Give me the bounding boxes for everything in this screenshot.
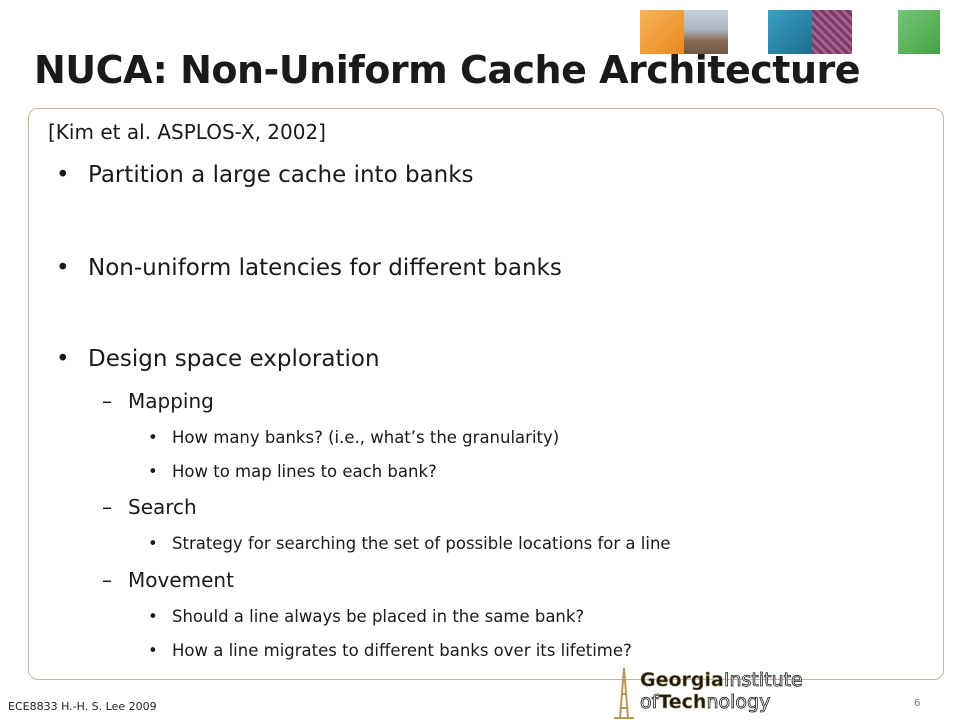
bullet-item: [56, 162, 474, 188]
bullet-text: Movement: [128, 568, 234, 592]
citation: [Kim et al. ASPLOS-X, 2002]: [48, 120, 326, 144]
bullet-text: Design space exploration: [88, 346, 380, 372]
sub-bullet-item: [102, 389, 214, 413]
bullet-marker: •: [148, 641, 158, 660]
dash-marker: –: [102, 389, 112, 413]
sub-bullet-item: [102, 495, 197, 519]
bullet-text: Strategy for searching the set of possible locations for a line: [172, 534, 671, 553]
bullet-marker: •: [148, 428, 158, 447]
svg-text:GeorgiaInstitute: [640, 669, 803, 691]
logo-institute: Institute: [723, 669, 803, 691]
slide-title: NUCA: Non-Uniform Cache Architecture: [34, 48, 861, 92]
bullet-marker: •: [56, 255, 70, 281]
logo-georgia: Georgia: [640, 669, 724, 691]
green-tile: [898, 10, 940, 54]
bullet-text: Mapping: [128, 389, 214, 413]
dash-marker: –: [102, 568, 112, 592]
footer-course: ECE8833 H.-H. S. Lee 2009: [8, 700, 157, 713]
sub-sub-bullet-item: [148, 534, 671, 553]
svg-text:ofTechnology: [640, 691, 770, 713]
bullet-text: Non-uniform latencies for different banks: [88, 255, 562, 281]
logo-tech: Tech: [658, 691, 707, 713]
sub-bullet-item: [102, 568, 234, 592]
page-number: 6: [914, 698, 921, 709]
sub-sub-bullet-item: [148, 641, 632, 660]
bullet-item: [56, 346, 380, 372]
bullet-marker: •: [148, 462, 158, 481]
bullet-marker: •: [56, 346, 70, 372]
sub-sub-bullet-item: [148, 607, 584, 626]
bullet-marker: •: [56, 162, 70, 188]
dash-marker: –: [102, 495, 112, 519]
logo-nology: nology: [706, 691, 771, 713]
bullet-marker: •: [148, 607, 158, 626]
bullet-text: How to map lines to each bank?: [172, 462, 437, 481]
sub-sub-bullet-item: [148, 428, 559, 447]
bullet-text: Partition a large cache into banks: [88, 162, 474, 188]
sub-sub-bullet-item: [148, 462, 437, 481]
bullet-item: [56, 255, 562, 281]
bullet-marker: •: [148, 534, 158, 553]
bullet-text: How many banks? (i.e., what’s the granularity): [172, 428, 560, 447]
bullet-text: Search: [128, 495, 197, 519]
logo-of: of: [640, 691, 659, 713]
tower-icon: [614, 668, 634, 718]
bullet-text: How a line migrates to different banks over its lifetime?: [172, 641, 632, 660]
bullet-text: Should a line always be placed in the same bank?: [172, 607, 585, 626]
georgia-tech-logo: [606, 660, 820, 720]
